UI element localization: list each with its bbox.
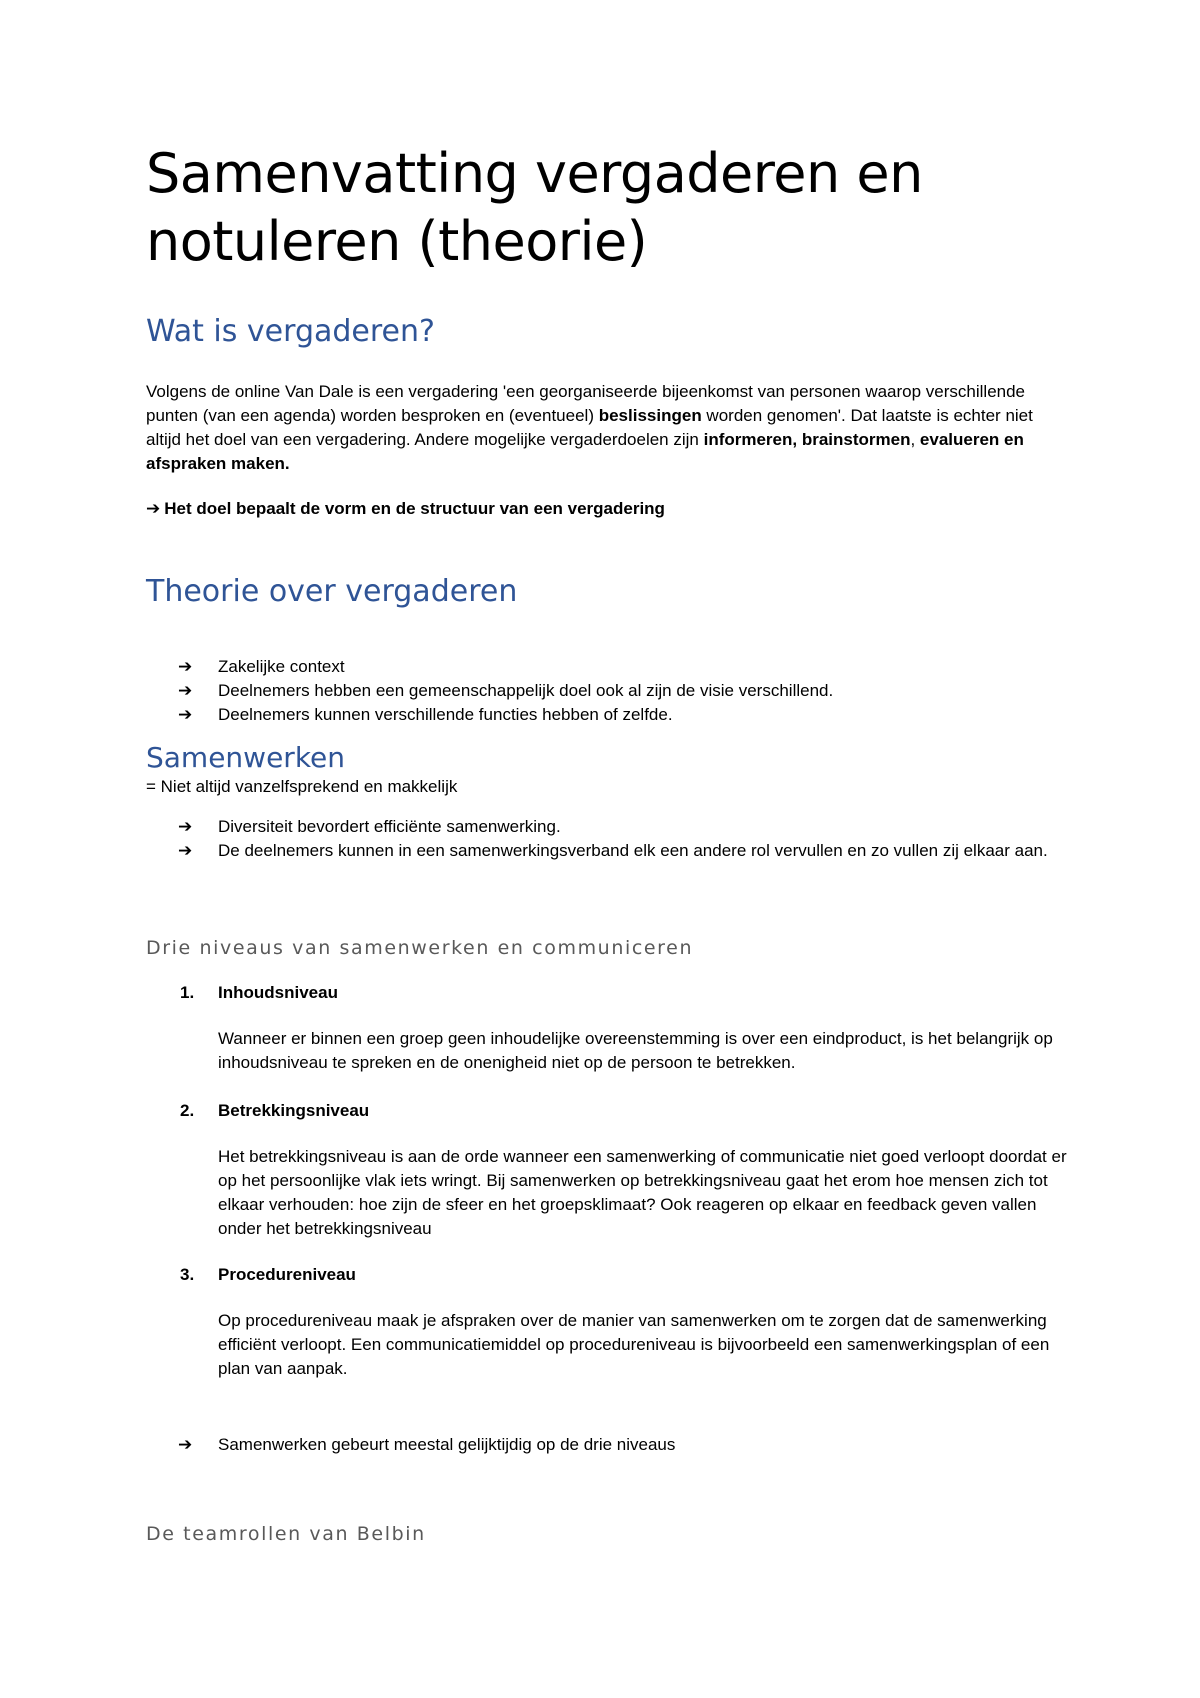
- intro-bold-evalueren: evalueren en afspraken maken.: [146, 430, 1024, 473]
- intro-text-1: Volgens de online Van Dale is een vergadering 'een georganiseerde bijeenkomst van personen waarop verschillende punten (van een agenda) worden besproken en (eventueel): [146, 382, 1026, 425]
- arrow-right-icon: ➔: [178, 1435, 193, 1455]
- heading-wat-is-vergaderen: Wat is vergaderen?: [146, 314, 435, 349]
- niveau-item-1: [180, 981, 338, 1005]
- item-label: Betrekkingsniveau: [218, 1101, 370, 1120]
- item-label: Procedureniveau: [218, 1265, 356, 1284]
- intro-text-3: ,: [910, 430, 920, 449]
- heading-teamrollen-belbin: De teamrollen van Belbin: [146, 1523, 426, 1545]
- heading-drie-niveaus: Drie niveaus van samenwerken en communiceren: [146, 937, 694, 959]
- list-item: ➔ Deelnemers kunnen verschillende functies hebben of zelfde.: [178, 705, 673, 725]
- list-item: ➔ De deelnemers kunnen in een samenwerkingsverband elk een andere rol vervullen en zo vullen zij elkaar aan.: [178, 841, 1048, 861]
- document-title: Samenvatting vergaderen en notuleren (theorie): [146, 142, 923, 273]
- theorie-bullet-list: [178, 655, 1058, 727]
- conclusion-line: [146, 497, 665, 521]
- item-number: 2.: [180, 1101, 195, 1120]
- heading-theorie-over-vergaderen: Theorie over vergaderen: [146, 574, 518, 609]
- list-item: ➔ Deelnemers hebben een gemeenschappelijk doel ook al zijn de visie verschillend.: [178, 681, 834, 701]
- list-item: ➔ Diversiteit bevordert efficiënte samenwerking.: [178, 817, 561, 837]
- arrow-right-icon: ➔: [178, 681, 193, 701]
- samenwerken-bullet-list: [178, 815, 1058, 863]
- conclusion-text: Het doel bepaalt de vorm en de structuur van een vergadering: [164, 499, 665, 518]
- arrow-right-icon: ➔: [178, 841, 193, 861]
- arrow-right-icon: ➔: [178, 817, 193, 837]
- heading-samenwerken: Samenwerken: [146, 741, 346, 774]
- list-item: ➔ Samenwerken gebeurt meestal gelijktijdig op de drie niveaus: [178, 1435, 676, 1455]
- list-item: ➔ Zakelijke context: [178, 657, 345, 677]
- niveau-item-3-text: Op procedureniveau maak je afspraken over de manier van samenwerken om te zorgen dat de samenwerking efficiënt verloopt. Een communicatiemiddel op procedureniveau is bijvoorbeeld een samenwerkingsplan of een plan van aanpak.: [218, 1311, 1050, 1378]
- intro-text-2: worden genomen'. Dat laatste is echter niet altijd het doel van een vergadering. Andere mogelijke vergaderdoelen zijn: [146, 406, 1033, 449]
- arrow-right-icon: ➔: [178, 657, 193, 677]
- intro-bold-informeren: informeren, brainstormen: [703, 430, 911, 449]
- item-number: 1.: [180, 983, 195, 1002]
- item-label: Inhoudsniveau: [218, 983, 338, 1002]
- niveau-item-2: [180, 1099, 369, 1123]
- arrow-right-icon: ➔: [146, 499, 161, 519]
- intro-bold-beslissingen: beslissingen: [598, 406, 702, 425]
- arrow-right-icon: ➔: [178, 705, 193, 725]
- niveau-item-2-text: Het betrekkingsniveau is aan de orde wanneer een samenwerking of communicatie niet goed verloopt doordat er op het persoonlijke vlak iets wringt. Bij samenwerken op betrekkingsniveau gaat het erom hoe mensen zich tot elkaar verhouden: hoe zijn de sfeer en het groepsklimaat? Ook reageren op elkaar en feedback geven vallen onder het betrekkingsniveau: [218, 1147, 1067, 1238]
- niveau-item-1-text: Wanneer er binnen een groep geen inhoudelijke overeenstemming is over een eindproduct, is het belangrijk op inhoudsniveau te spreken en de onenigheid niet op de persoon te betrekken.: [218, 1029, 1053, 1072]
- closing-bullet-list: [178, 1433, 1058, 1457]
- niveau-item-3: [180, 1263, 356, 1287]
- samenwerken-definition: = Niet altijd vanzelfsprekend en makkelijk: [146, 777, 458, 796]
- item-number: 3.: [180, 1265, 195, 1284]
- intro-paragraph: [146, 380, 1066, 476]
